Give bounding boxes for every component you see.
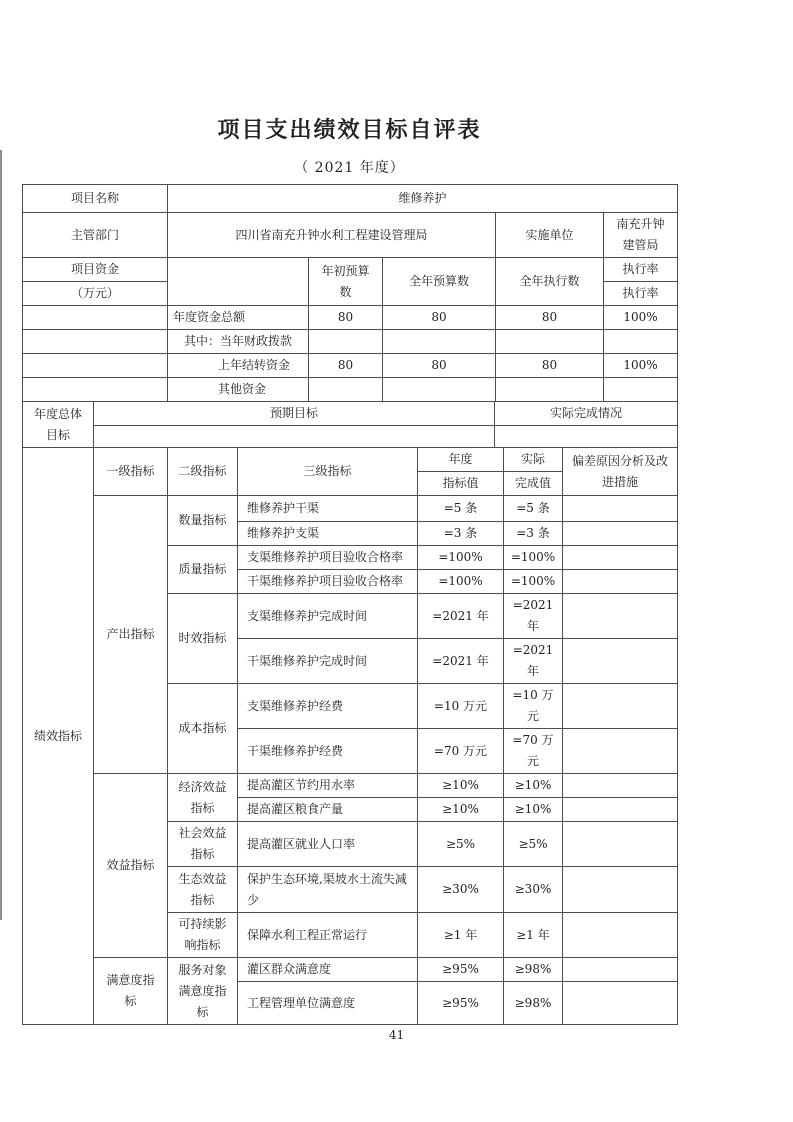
indicator-name-cell: 支渠维修养护完成时间 <box>238 594 418 639</box>
deviation-cell <box>563 822 678 867</box>
indicator-name-cell: 干渠维修养护经费 <box>238 729 418 774</box>
actual-value-cell: ≥30% <box>504 867 563 913</box>
level2-cell-economic: 经济效益指标 <box>168 774 238 822</box>
expected-goal-label: 预期目标 <box>94 402 495 426</box>
col-initial-budget: 年初预算数 <box>309 258 383 306</box>
document-title: 项目支出绩效目标自评表 <box>217 117 482 143</box>
level2-cell-sustainability: 可持续影响指标 <box>168 913 238 958</box>
fund-initial-value <box>309 330 383 354</box>
deviation-cell <box>563 913 678 958</box>
col-level2-header: 二级指标 <box>168 448 238 496</box>
target-value-cell: =70 万元 <box>418 729 504 774</box>
project-name-value: 维修养护 <box>168 185 678 213</box>
fund-rate-value <box>604 378 678 402</box>
actual-value-cell: =100% <box>504 546 563 570</box>
level1-cell-benefit: 效益指标 <box>94 774 168 958</box>
department-value: 四川省南充升钟水利工程建设管理局 <box>168 213 496 258</box>
deviation-cell <box>563 798 678 822</box>
document-sheet <box>22 116 677 1025</box>
indicator-name-cell: 提高灌区就业人口率 <box>238 822 418 867</box>
fund-label-line1: 项目资金 <box>23 258 168 282</box>
project-name-row <box>23 185 678 213</box>
actual-value-cell: ≥98% <box>504 958 563 982</box>
fund-annual-value: 80 <box>383 354 496 378</box>
col-exec-rate-top: 执行率 <box>604 258 678 282</box>
document-subtitle: （ 2021 年度） <box>294 160 405 176</box>
fund-header-row-top <box>23 258 678 282</box>
deviation-cell <box>563 594 678 639</box>
target-value-cell: =100% <box>418 570 504 594</box>
target-value-cell: =3 条 <box>418 522 504 546</box>
fund-rate-value <box>604 330 678 354</box>
indicator-header-row-top <box>23 448 678 472</box>
indicator-row <box>23 496 678 522</box>
target-value-cell: =2021 年 <box>418 639 504 684</box>
department-label: 主管部门 <box>23 213 168 258</box>
deviation-cell <box>563 546 678 570</box>
col-deviation-header: 偏差原因分析及改进措施 <box>563 448 678 496</box>
col-target-header-line1: 年度 <box>418 448 504 472</box>
actual-completion-value <box>495 426 678 448</box>
fund-exec-value <box>496 330 604 354</box>
project-name-label: 项目名称 <box>23 185 168 213</box>
department-row <box>23 213 678 258</box>
project-info-table <box>22 184 678 402</box>
col-actual-header-line2: 完成值 <box>504 472 563 496</box>
level2-cell-quality: 质量指标 <box>168 546 238 594</box>
actual-value-cell: =100% <box>504 570 563 594</box>
indicator-name-cell: 干渠维修养护项目验收合格率 <box>238 570 418 594</box>
indicator-name-cell: 支渠维修养护项目验收合格率 <box>238 546 418 570</box>
fund-row-carryover <box>23 354 678 378</box>
fund-exec-value: 80 <box>496 354 604 378</box>
actual-value-cell: =2021 年 <box>504 594 563 639</box>
target-value-cell: ≥5% <box>418 822 504 867</box>
actual-value-cell: =70 万元 <box>504 729 563 774</box>
scan-edge-artifact <box>0 150 2 920</box>
deviation-cell <box>563 496 678 522</box>
overall-goal-header-row <box>23 402 678 426</box>
level2-cell-ecological: 生态效益指标 <box>168 867 238 913</box>
fund-annual-value <box>383 330 496 354</box>
actual-value-cell: ≥1 年 <box>504 913 563 958</box>
target-value-cell: =10 万元 <box>418 684 504 729</box>
actual-value-cell: =2021 年 <box>504 639 563 684</box>
indicator-name-cell: 保障水利工程正常运行 <box>238 913 418 958</box>
level2-cell-quantity: 数量指标 <box>168 496 238 546</box>
col-annual-budget: 全年预算数 <box>383 258 496 306</box>
actual-value-cell: =5 条 <box>504 496 563 522</box>
target-value-cell: ≥95% <box>418 982 504 1025</box>
performance-section-label: 绩效指标 <box>23 448 94 1025</box>
overall-goal-value-row <box>23 426 678 448</box>
fund-initial-value: 80 <box>309 306 383 330</box>
indicator-name-cell: 工程管理单位满意度 <box>238 982 418 1025</box>
target-value-cell: ≥95% <box>418 958 504 982</box>
fund-row-label: 其他资金 <box>168 378 309 402</box>
level2-cell-cost: 成本指标 <box>168 684 238 774</box>
performance-indicators-table <box>22 447 678 1025</box>
fund-initial-value: 80 <box>309 354 383 378</box>
actual-value-cell: ≥5% <box>504 822 563 867</box>
deviation-cell <box>563 867 678 913</box>
actual-value-cell: =10 万元 <box>504 684 563 729</box>
target-value-cell: ≥10% <box>418 774 504 798</box>
col-level3-header: 三级指标 <box>238 448 418 496</box>
col-exec-rate-bottom: 执行率 <box>604 282 678 306</box>
page-number: 41 <box>388 1028 405 1042</box>
fund-row-other <box>23 378 678 402</box>
fund-row-spacer <box>23 306 168 330</box>
indicator-name-cell: 维修养护干渠 <box>238 496 418 522</box>
target-value-cell: =2021 年 <box>418 594 504 639</box>
impl-unit-value: 南充升钟建管局 <box>604 213 678 258</box>
level2-cell-timeliness: 时效指标 <box>168 594 238 684</box>
level2-cell-service-target: 服务对象满意度指标 <box>168 958 238 1025</box>
fund-row-label: 其中：当年财政拨款 <box>168 330 309 354</box>
indicator-row <box>23 774 678 798</box>
fund-annual-value: 80 <box>383 306 496 330</box>
actual-value-cell: =3 条 <box>504 522 563 546</box>
fund-row-spacer <box>23 354 168 378</box>
indicator-name-cell: 维修养护支渠 <box>238 522 418 546</box>
expected-goal-value <box>94 426 495 448</box>
col-actual-header-line1: 实际 <box>504 448 563 472</box>
fund-row-label: 上年结转资金 <box>168 354 309 378</box>
col-annual-exec: 全年执行数 <box>496 258 604 306</box>
fund-row-label: 年度资金总额 <box>168 306 309 330</box>
deviation-cell <box>563 774 678 798</box>
actual-value-cell: ≥10% <box>504 774 563 798</box>
target-value-cell: ≥1 年 <box>418 913 504 958</box>
actual-completion-label: 实际完成情况 <box>495 402 678 426</box>
indicator-name-cell: 干渠维修养护完成时间 <box>238 639 418 684</box>
fund-row-spacer <box>23 378 168 402</box>
deviation-cell <box>563 729 678 774</box>
deviation-cell <box>563 982 678 1025</box>
level1-cell-output: 产出指标 <box>94 496 168 774</box>
fund-row-total <box>23 306 678 330</box>
actual-value-cell: ≥10% <box>504 798 563 822</box>
level2-cell-social: 社会效益指标 <box>168 822 238 867</box>
level1-cell-satisfaction: 满意度指标 <box>94 958 168 1025</box>
target-value-cell: =100% <box>418 546 504 570</box>
impl-unit-label: 实施单位 <box>496 213 604 258</box>
actual-value-cell: ≥98% <box>504 982 563 1025</box>
overall-goal-table <box>22 401 678 448</box>
target-value-cell: ≥30% <box>418 867 504 913</box>
col-target-header-line2: 指标值 <box>418 472 504 496</box>
target-value-cell: =5 条 <box>418 496 504 522</box>
fund-row-fiscal <box>23 330 678 354</box>
fund-row-spacer <box>23 330 168 354</box>
fund-initial-value <box>309 378 383 402</box>
deviation-cell <box>563 639 678 684</box>
deviation-cell <box>563 684 678 729</box>
indicator-row <box>23 958 678 982</box>
target-value-cell: ≥10% <box>418 798 504 822</box>
indicator-name-cell: 保护生态环境,渠坡水土流失减少 <box>238 867 418 913</box>
col-level1-header: 一级指标 <box>94 448 168 496</box>
fund-rate-value: 100% <box>604 306 678 330</box>
indicator-name-cell: 提高灌区节约用水率 <box>238 774 418 798</box>
fund-rate-value: 100% <box>604 354 678 378</box>
indicator-name-cell: 支渠维修养护经费 <box>238 684 418 729</box>
overall-goal-label: 年度总体目标 <box>23 402 94 448</box>
fund-exec-value <box>496 378 604 402</box>
deviation-cell <box>563 570 678 594</box>
fund-annual-value <box>383 378 496 402</box>
fund-label-line2: （万元） <box>23 282 168 306</box>
deviation-cell <box>563 958 678 982</box>
deviation-cell <box>563 522 678 546</box>
indicator-name-cell: 灌区群众满意度 <box>238 958 418 982</box>
fund-exec-value: 80 <box>496 306 604 330</box>
fund-empty-cell <box>168 258 309 306</box>
indicator-name-cell: 提高灌区粮食产量 <box>238 798 418 822</box>
